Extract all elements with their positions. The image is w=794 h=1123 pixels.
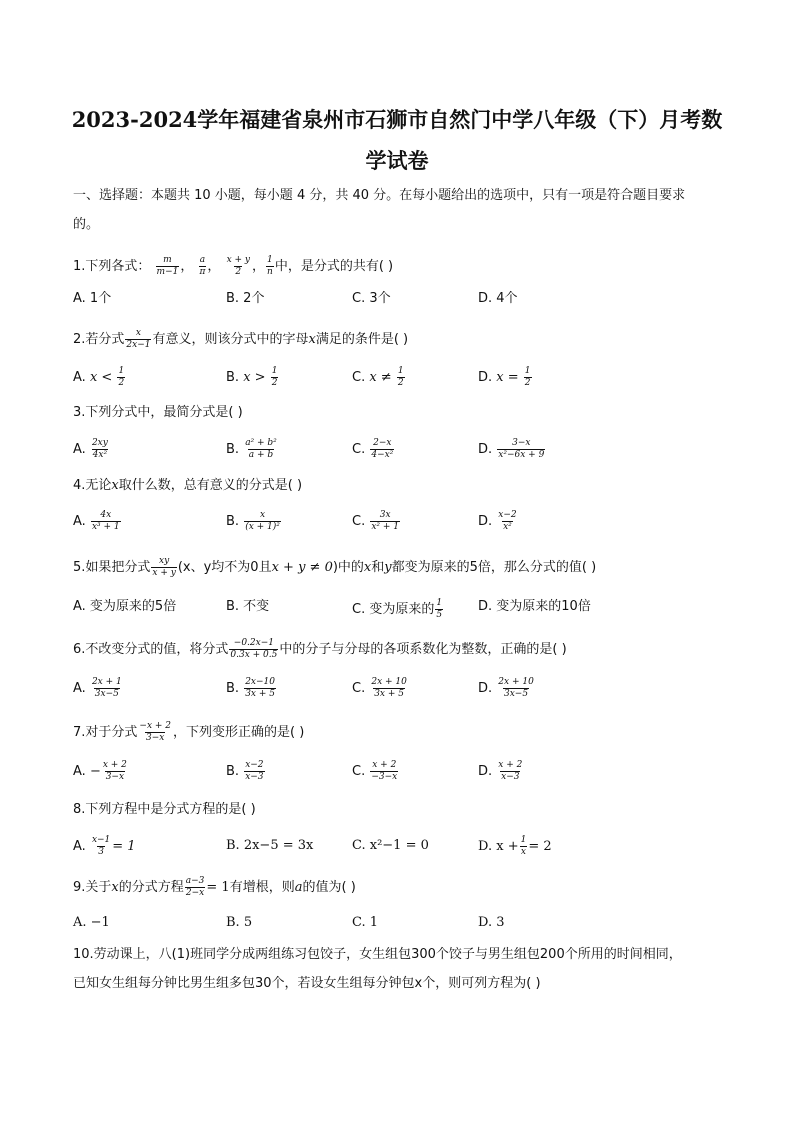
- text-fragment: D.: [478, 681, 497, 696]
- fraction-denominator: 3x−5: [94, 689, 119, 699]
- text-fragment: C.: [352, 764, 370, 779]
- fraction-numerator: 1: [271, 366, 278, 376]
- fraction: [271, 366, 279, 389]
- fraction-numerator: m: [163, 255, 172, 265]
- text-fragment: x: [111, 880, 119, 895]
- fraction-denominator: 3x−5: [504, 689, 529, 699]
- text-fragment: = 1: [112, 839, 136, 854]
- fraction: [370, 677, 408, 700]
- fraction: [199, 255, 207, 278]
- text-fragment: 满足的条件是( ): [315, 332, 409, 347]
- q2-option-d: [478, 366, 533, 389]
- fraction: [524, 366, 532, 389]
- fraction-numerator: 2x−10: [245, 677, 275, 687]
- text-fragment: 的分式方程: [118, 880, 184, 895]
- q2-option-a: [73, 366, 126, 389]
- text-fragment: 7.对于分式: [73, 725, 138, 740]
- text-fragment: x: [363, 560, 372, 575]
- fraction-denominator: 4x²: [92, 450, 108, 460]
- fraction: [266, 255, 274, 278]
- text-fragment: D.: [478, 370, 497, 385]
- text-fragment: x >: [243, 370, 266, 385]
- text-fragment: 中的分子与分母的各项系数化为整数，正确的是( ): [279, 642, 567, 657]
- fraction-denominator: π: [199, 267, 206, 277]
- fraction-numerator: 1: [267, 255, 273, 265]
- q9-option-c: C. 1: [352, 915, 379, 930]
- text-fragment: y: [384, 560, 392, 575]
- q8-option-a: [73, 835, 136, 858]
- text-fragment: A.: [73, 764, 90, 779]
- fraction-numerator: a² + b²: [245, 438, 277, 448]
- section-instructions-line2: 的。: [73, 217, 100, 232]
- fraction-numerator: x + 2: [498, 760, 523, 770]
- q7-option-c: [352, 760, 399, 783]
- fraction: [138, 721, 172, 744]
- text-fragment: = 2: [528, 839, 552, 854]
- fraction: [397, 366, 405, 389]
- fraction-numerator: 1: [524, 366, 531, 376]
- q7-option-a: [73, 760, 129, 783]
- fraction-denominator: 5: [436, 610, 443, 620]
- fraction-numerator: x + 2: [372, 760, 397, 770]
- q6-option-a: [73, 677, 124, 700]
- fraction-numerator: a−3: [185, 876, 205, 886]
- fraction-denominator: 0.3x + 0.5: [230, 650, 278, 660]
- fraction: [226, 255, 251, 278]
- text-fragment: 都变为原来的5倍，那么分式的值( ): [391, 560, 597, 575]
- q9-option-a: A. −1: [73, 915, 110, 930]
- text-fragment: x: [111, 478, 119, 493]
- q6-option-b: [226, 677, 277, 700]
- fraction: [244, 510, 281, 533]
- text-fragment: x: [308, 332, 316, 347]
- q4-option-c: [352, 510, 401, 533]
- q2-option-c: [352, 366, 406, 389]
- text-fragment: 9.关于: [73, 880, 112, 895]
- q1-option-c: C. 3个: [352, 291, 391, 306]
- text-fragment: B.: [226, 370, 244, 385]
- exam-title-line1: 2023-2024学年福建省泉州市石狮市自然门中学八年级（下）月考数: [71, 107, 723, 132]
- text-fragment: 2.若分式: [73, 332, 125, 347]
- fraction-numerator: x + y: [226, 255, 250, 265]
- text-fragment: 的值为( ): [302, 880, 356, 895]
- fraction-numerator: 2xy: [91, 438, 108, 448]
- fraction-denominator: x: [520, 847, 526, 857]
- q5-option-c: [352, 598, 444, 621]
- q1-option-a: A. 1个: [73, 291, 112, 306]
- q4-option-b: [226, 510, 282, 533]
- q3-option-b: [226, 438, 279, 461]
- text-fragment: D. x +: [478, 839, 519, 854]
- question-10-stem-line1: 10.劳动课上，八(1)班同学分成两组练习包饺子，女生组包300个饺子与男生组包200个所用的时间相同，: [73, 947, 682, 962]
- text-fragment: −: [89, 764, 101, 779]
- text-fragment: A.: [73, 681, 90, 696]
- fraction-denominator: x−3: [245, 772, 264, 782]
- fraction-denominator: 2: [397, 378, 404, 388]
- fraction-denominator: 3−x: [105, 772, 125, 782]
- text-fragment: D.: [478, 764, 497, 779]
- q9-option-d: D. 3: [478, 915, 505, 930]
- q7-option-d: [478, 760, 524, 783]
- question-9-stem: [73, 876, 356, 899]
- q3-option-c: [352, 438, 395, 461]
- text-fragment: C.: [352, 370, 370, 385]
- q3-option-a: [73, 438, 110, 461]
- q1-option-d: D. 4个: [478, 291, 518, 306]
- text-fragment: C.: [352, 442, 370, 457]
- fraction-denominator: 2: [118, 378, 125, 388]
- text-fragment: B.: [226, 514, 244, 529]
- question-8-stem: 8.下列方程中是分式方程的是( ): [73, 802, 256, 817]
- fraction-denominator: 3x + 5: [374, 689, 404, 699]
- question-1-stem: 1.下列各式： $\frac{m}{m-1}$ ， $\frac{a}{\pi}$ ， $\frac{x + y}{2}$ ， $\frac{1}{n}$ 中，是分式的共有( ): [73, 255, 394, 277]
- fraction-numerator: 2−x: [373, 438, 392, 448]
- text-fragment: a: [294, 880, 303, 895]
- text-fragment: B.: [226, 764, 244, 779]
- fraction-numerator: 1: [397, 366, 404, 376]
- fraction: [125, 328, 151, 351]
- q5-option-b: B. 不变: [226, 599, 270, 614]
- text-fragment: x =: [496, 370, 519, 385]
- fraction: [185, 876, 206, 899]
- fraction: [370, 760, 398, 783]
- fraction-denominator: 2−x: [185, 888, 205, 898]
- question-3-stem: 3.下列分式中，最简分式是( ): [73, 405, 243, 420]
- fraction-denominator: 3: [98, 847, 104, 857]
- fraction-denominator: 2: [524, 378, 531, 388]
- question-5-stem: [73, 556, 596, 579]
- fraction-numerator: xy: [159, 556, 170, 566]
- fraction: [520, 835, 528, 858]
- fraction-denominator: 2: [271, 378, 278, 388]
- text-fragment: 和: [371, 560, 385, 575]
- fraction-denominator: 3x + 5: [245, 689, 275, 699]
- text-fragment: 5.如果把分式: [73, 560, 151, 575]
- text-fragment: D.: [478, 514, 497, 529]
- fraction: [244, 760, 264, 783]
- section-instructions-line1: 一、选择题：本题共 10 小题，每小题 4 分，共 40 分。在每小题给出的选项中，只有一项是符合题目要求: [73, 188, 686, 203]
- fraction: [151, 556, 176, 579]
- text-fragment: (x、y均不为0且: [177, 560, 272, 575]
- q8-option-c: C. x²−1 = 0: [352, 838, 429, 853]
- fraction: [244, 677, 276, 700]
- fraction: [91, 438, 109, 461]
- fraction: [244, 438, 278, 461]
- fraction: [156, 255, 180, 278]
- text-fragment: C. 变为原来的: [352, 602, 435, 617]
- q3-option-d: [478, 438, 546, 461]
- fraction-numerator: 2x + 10: [498, 677, 534, 687]
- fraction: [370, 510, 400, 533]
- fraction-numerator: 3x: [379, 510, 391, 520]
- fraction-denominator: x³ + 1: [91, 522, 120, 532]
- text-fragment: C.: [352, 514, 370, 529]
- question-4-stem: [73, 477, 302, 495]
- fraction-numerator: −x + 2: [139, 721, 172, 731]
- text-fragment: B.: [226, 442, 244, 457]
- fraction-denominator: x² + 1: [371, 522, 400, 532]
- fraction: [435, 598, 443, 621]
- fraction-denominator: a + b: [248, 450, 274, 460]
- fraction-denominator: n: [267, 267, 273, 277]
- question-6-stem: [73, 638, 567, 661]
- text-fragment: A.: [73, 442, 90, 457]
- fraction-numerator: x−2: [245, 760, 264, 770]
- q5-option-a: A. 变为原来的5倍: [73, 599, 177, 614]
- text-fragment: 中，是分式的共有( ): [274, 259, 394, 274]
- q2-option-b: [226, 366, 279, 389]
- text-fragment: 有意义，则该分式中的字母: [152, 332, 309, 347]
- text-fragment: B.: [226, 681, 244, 696]
- q8-option-d: [478, 835, 552, 858]
- fraction: [102, 760, 128, 783]
- text-fragment: 4.无论: [73, 478, 112, 493]
- text-fragment: 取什么数，总有意义的分式是( ): [118, 478, 303, 493]
- q5-option-d: D. 变为原来的10倍: [478, 599, 591, 614]
- fraction: [91, 835, 111, 858]
- fraction-denominator: 2x−1: [126, 340, 151, 350]
- fraction: [497, 438, 545, 461]
- text-fragment: A.: [73, 514, 90, 529]
- fraction-denominator: x−3: [501, 772, 520, 782]
- question-2-stem: [73, 328, 408, 351]
- text-fragment: ，下列变形正确的是( ): [173, 725, 305, 740]
- q9-option-b: B. 5: [226, 915, 253, 930]
- fraction-denominator: (x + 1)²: [245, 522, 280, 532]
- fraction-numerator: −0.2x−1: [233, 638, 274, 648]
- text-fragment: A.: [73, 370, 90, 385]
- question-10-stem-line2: 已知女生组每分钟比男生组多包30个，若设女生组每分钟包x个，则可列方程为( ): [73, 976, 541, 991]
- fraction-denominator: 4−x²: [371, 450, 394, 460]
- fraction-numerator: 4x: [100, 510, 112, 520]
- fraction-numerator: x + 2: [102, 760, 127, 770]
- fraction: [497, 760, 523, 783]
- text-fragment: 1.下列各式：: [73, 259, 151, 274]
- fraction-denominator: x²−6x + 9: [498, 450, 545, 460]
- q6-option-c: [352, 677, 409, 700]
- q8-option-b: B. 2x−5 = 3x: [226, 838, 314, 853]
- fraction-numerator: a: [199, 255, 206, 265]
- fraction-numerator: 1: [118, 366, 125, 376]
- text-fragment: )中的: [332, 560, 364, 575]
- fraction-numerator: x−2: [498, 510, 517, 520]
- exam-title-line2: 学试卷: [365, 148, 429, 173]
- fraction-numerator: 2x + 1: [91, 677, 122, 687]
- q6-option-d: [478, 677, 536, 700]
- fraction-numerator: 2x + 10: [371, 677, 407, 687]
- fraction: [117, 366, 125, 389]
- text-fragment: D.: [478, 442, 497, 457]
- fraction-denominator: −3−x: [371, 772, 398, 782]
- fraction-numerator: 1: [520, 835, 527, 845]
- fraction: [497, 677, 535, 700]
- fraction-denominator: 2: [235, 267, 242, 277]
- fraction: [497, 510, 517, 533]
- fraction: [91, 677, 123, 700]
- fraction-numerator: 3−x: [512, 438, 531, 448]
- text-fragment: = 1: [206, 880, 230, 895]
- fraction-denominator: x + y: [152, 568, 176, 578]
- fraction-denominator: x²: [503, 522, 512, 532]
- text-fragment: A.: [73, 839, 90, 854]
- q4-option-a: [73, 510, 122, 533]
- fraction-numerator: x: [135, 328, 141, 338]
- fraction-numerator: x−1: [91, 835, 111, 845]
- fraction-numerator: x: [260, 510, 266, 520]
- fraction: [91, 510, 121, 533]
- q4-option-d: [478, 510, 519, 533]
- text-fragment: x <: [89, 370, 113, 385]
- question-7-stem: [73, 721, 304, 744]
- text-fragment: C.: [352, 681, 370, 696]
- fraction: [229, 638, 278, 661]
- text-fragment: 6.不改变分式的值，将分式: [73, 642, 229, 657]
- text-fragment: x + y ≠ 0: [271, 560, 333, 575]
- fraction-denominator: 3−x: [146, 733, 165, 743]
- text-fragment: x ≠: [369, 370, 392, 385]
- q7-option-b: [226, 760, 266, 783]
- text-fragment: 有增根，则: [229, 880, 295, 895]
- fraction-denominator: m−1: [156, 267, 179, 277]
- fraction: [370, 438, 394, 461]
- q1-option-b: B. 2个: [226, 291, 265, 306]
- fraction-numerator: 1: [436, 598, 443, 608]
